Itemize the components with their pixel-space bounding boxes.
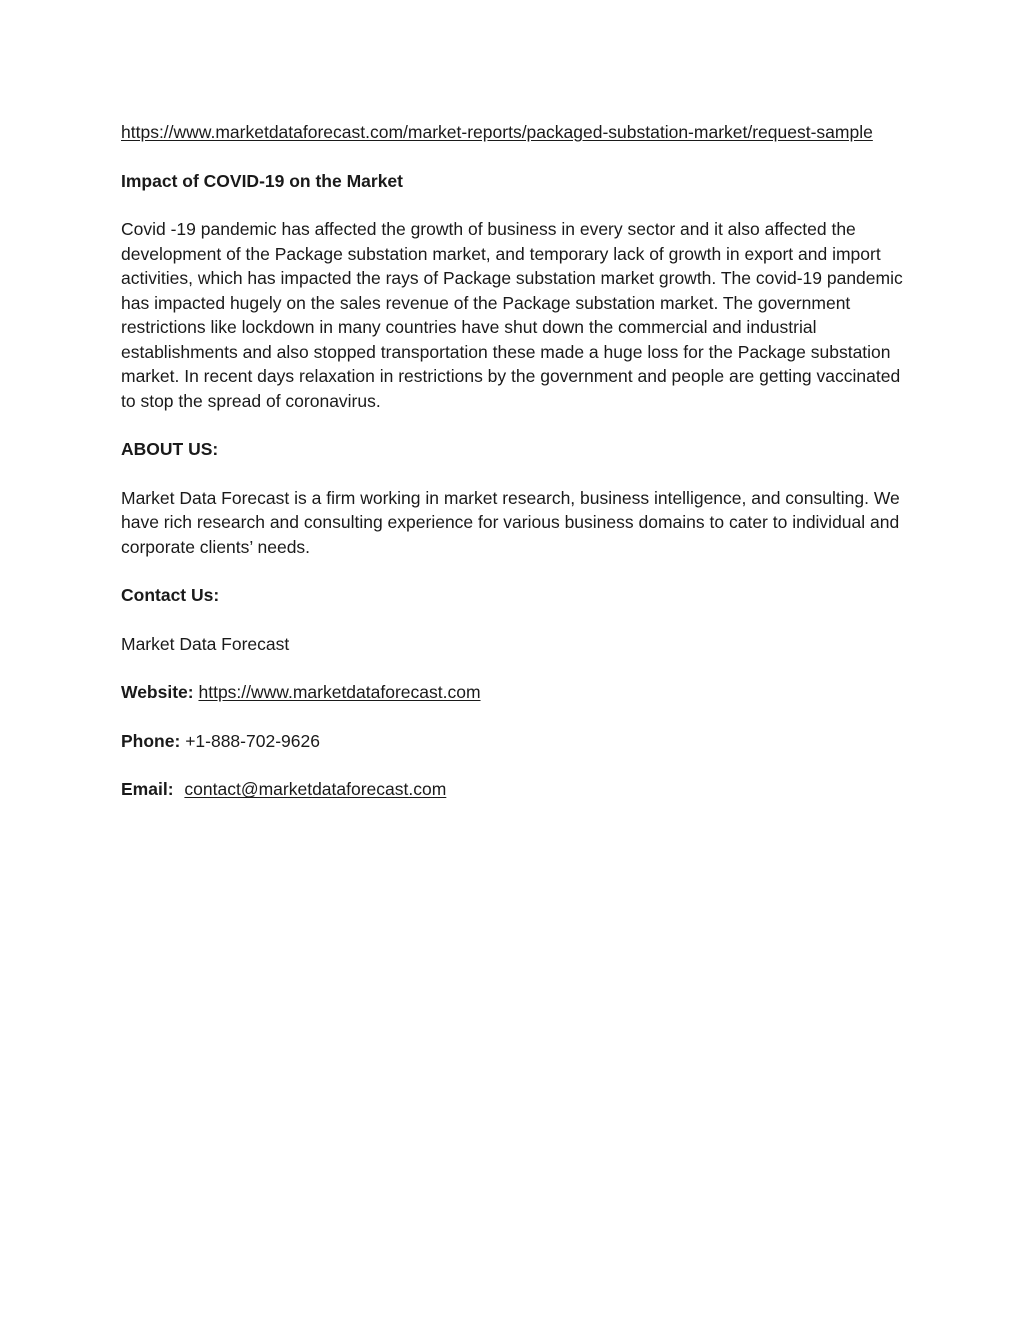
website-label: Website: bbox=[121, 682, 194, 702]
email-link[interactable]: contact@marketdataforecast.com bbox=[184, 779, 447, 799]
covid-heading: Impact of COVID-19 on the Market bbox=[121, 170, 403, 191]
phone-line bbox=[121, 729, 906, 754]
covid-paragraph: Covid -19 pandemic has affected the growth of business in every sector and it also affected the development of the Package substation market, and temporary lack of growth in export and import activities, which has impacted the rays of Package substation market growth. The covid-19 pandemic has impacted hugely on the sales revenue of the Package substation market. The government restrictions like lockdown in many countries have shut down the commercial and industrial establishments and also stopped transportation these made a huge loss for the Package substation market. In recent days relaxation in restrictions by the government and people are getting vaccinated to stop the spread of coronavirus. bbox=[121, 219, 903, 411]
sample-request-link[interactable]: https://www.marketdataforecast.com/market-reports/packaged-substation-market/request-sample bbox=[121, 122, 873, 142]
company-name: Market Data Forecast bbox=[121, 633, 290, 654]
document-page bbox=[121, 120, 906, 826]
website-link[interactable]: https://www.marketdataforecast.com bbox=[198, 682, 481, 702]
email-line bbox=[121, 777, 906, 802]
website-line bbox=[121, 680, 906, 705]
about-heading: ABOUT US: bbox=[121, 439, 219, 459]
email-label: Email: bbox=[121, 779, 174, 799]
sample-link-block bbox=[121, 120, 906, 145]
about-paragraph: Market Data Forecast is a firm working in market research, business intelligence, and consulting. We have rich research and consulting experience for various business domains to cater to individual and corporate clients’ needs. bbox=[121, 487, 900, 557]
contact-heading: Contact Us: bbox=[121, 585, 220, 605]
phone-number: +1-888-702-9626 bbox=[185, 730, 320, 751]
phone-label: Phone: bbox=[121, 730, 181, 751]
